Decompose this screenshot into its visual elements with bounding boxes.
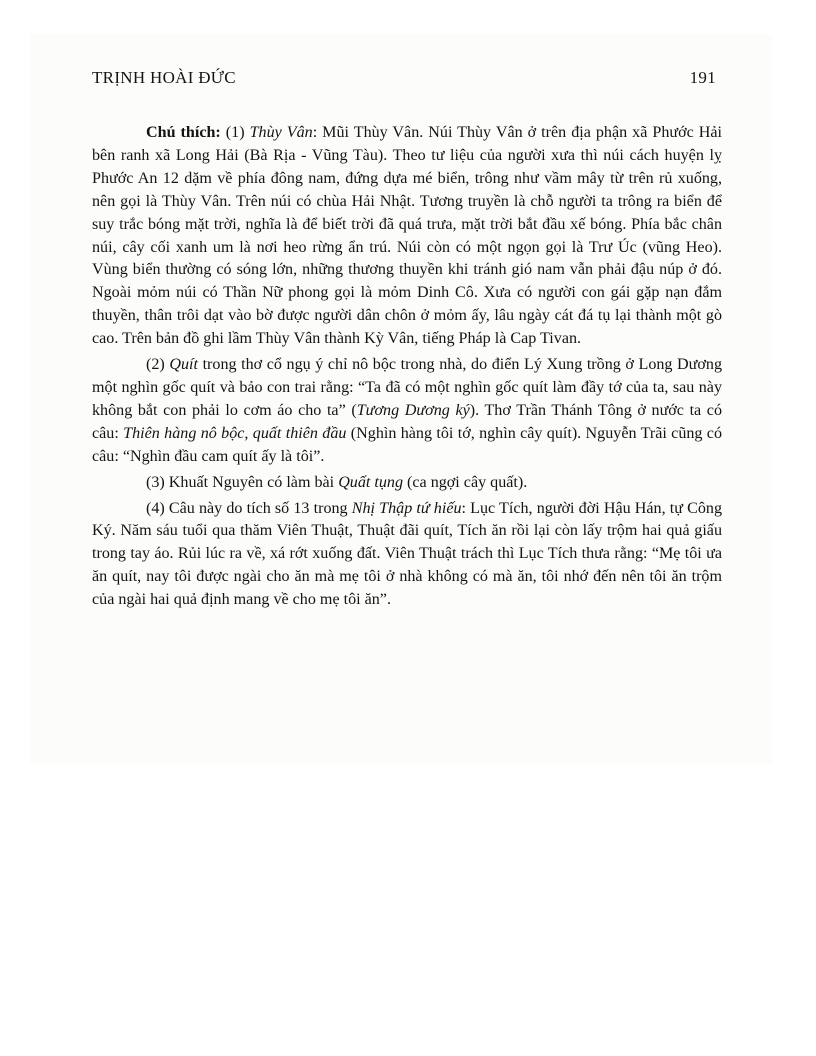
note-paragraph-3 [92,472,722,495]
italic-term: Quất tụng [338,473,404,491]
note-text: trong thơ cổ ngụ ý chỉ nô bộc trong nhà, do điển Lý Xung trồng ở Long Dương một nghìn gốc quít và bảo con trai rằng: “Ta đã có một nghìn gốc quít làm đầy tớ của ta, sau này không bắt con phải lo cơm áo cho ta” ( [92,356,722,419]
note-paragraph-2 [92,354,722,469]
italic-term: Thiên hàng nô bộc, quất thiên đầu [123,424,347,442]
note-label: Chú thích: [146,124,221,141]
running-title: TRỊNH HOÀI ĐỨC [92,68,236,87]
footnotes-section [92,122,722,612]
running-header [92,68,716,92]
note-text: ). Thơ Trần Thánh Tông ở nước ta có câu: [92,401,722,442]
note-text: : Lục Tích, người đời Hậu Hán, tự Công Ký. Năm sáu tuổi qua thăm Viên Thuật, Thuật đãi quít, Tích ăn rồi lại còn lấy trộm hai quả giấu trong tay áo. Rủi lúc ra về, xá rớt xuống đất. Viên Thuật trách thì Lục Tích thưa rằng: “Mẹ tôi ưa ăn quít, nay tôi được ngài cho ăn mà mẹ tôi ở nhà không có mà ăn, tôi nhớ đến nên tôi ăn trộm của ngài hai quả định mang về cho mẹ tôi ăn”. [92,499,722,609]
note-text: (2) [146,356,170,374]
note-text: (4) Câu này do tích số 13 trong [146,499,352,517]
italic-term: Nhị Thập tứ hiếu [351,499,462,517]
note-text: (Nghìn hàng tôi tớ, nghìn cây quít). Nguyễn Trãi cũng có câu: “Nghìn đầu cam quít ấy là tôi”. [92,424,723,465]
note-text: (3) Khuất Nguyên có làm bài [146,473,339,491]
note-paragraph-4 [92,498,722,613]
note-paragraph-1 [92,122,722,351]
page-number: 191 [689,68,716,87]
note-text: : Mũi Thùy Vân. Núi Thùy Vân ở trên địa phận xã Phước Hải bên ranh xã Long Hải (Bà Rịa - Vũng Tàu). Theo tư liệu của người xưa thì núi cách huyện lỵ Phước An 12 dặm về phía đông nam, đứng dựa mé biển, trông như vầm mây từ trên rủ xuống, nên gọi là Thùy Vân. Trên núi có chùa Hải Nhật. Tương truyền là chỗ người ta trông ra biển để suy trắc bóng mặt trời, nghĩa là để biết trời đã quá trưa, mặt trời bắt đầu xế bóng. Phía bắc chân núi, cây cối xanh um là nơi heo rừng ẩn trú. Núi còn có một ngọn gọi là Trư Úc (vũng Heo). Vùng biển thường có sóng lớn, những thương thuyền khi tránh gió nam vẫn phải đậu núp ở đó. Ngoài mỏm núi có Thần Nữ phong gọi là mỏm Dinh Cô. Xưa có người con gái gặp nạn đắm thuyền, thân trôi dạt vào bờ được người dân chôn ở mỏm ấy, lâu ngày cát đá tụ lại thành một gò cao. Trên bản đồ ghi lầm Thùy Vân thành Kỳ Vân, tiếng Pháp là Cap Tivan. [92,124,722,348]
note-text: (ca ngợi cây quất). [403,473,528,491]
italic-term: Quít [169,356,198,374]
italic-term: Tương Dương ký [356,401,470,419]
italic-term: Thùy Vân [249,124,313,141]
note-text: (1) [220,124,250,141]
